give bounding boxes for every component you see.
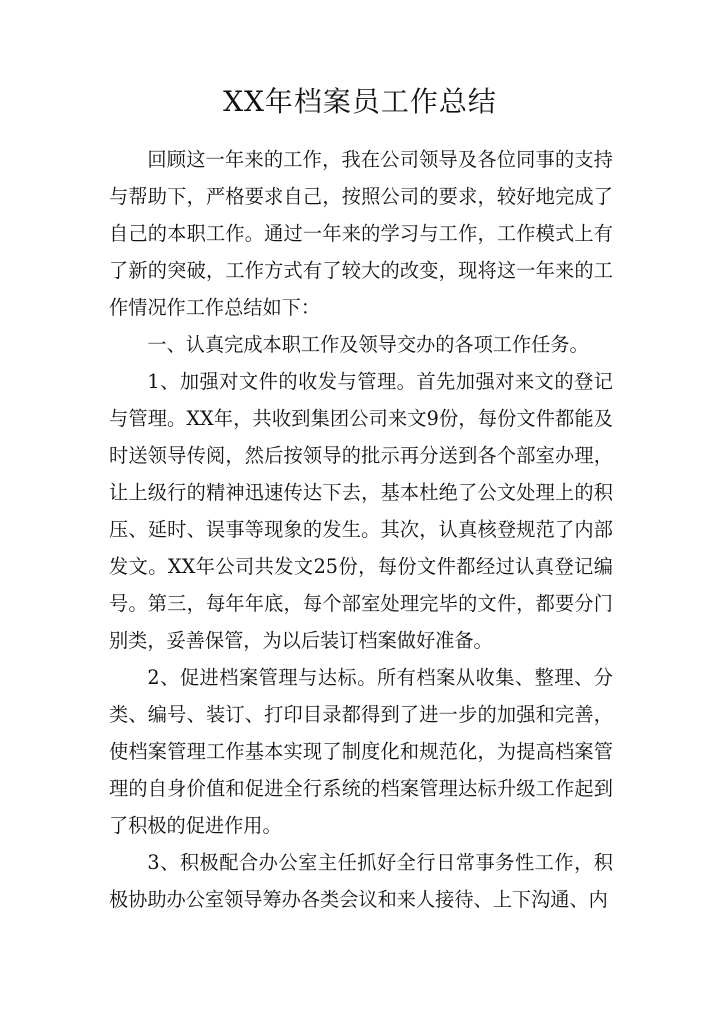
paragraph-item-3: 3、积极配合办公室主任抓好全行日常事务性工作，积极协助办公室领导筹办各类会议和来人接待、上下沟通、内 <box>109 851 613 911</box>
paragraph-item-2: 2、促进档案管理与达标。所有档案从收集、整理、分类、编号、装订、打印目录都得到了进一步的加强和完善，使档案管理工作基本实现了制度化和规范化，为提高档案管理的自身价值和促进全行系统的档案管理达标升级工作起到了积极的促进作用。 <box>109 666 613 837</box>
document-body <box>109 141 613 918</box>
paragraph-intro: 回顾这一年来的工作，我在公司领导及各位同事的支持与帮助下，严格要求自己，按照公司的要求，较好地完成了自己的本职工作。通过一年来的学习与工作，工作模式上有了新的突破，工作方式有了较大的改变，现将这一年来的工作情况作工作总结如下： <box>109 148 613 319</box>
paragraph-item-1: 1、加强对文件的收发与管理。首先加强对来文的登记与管理。XX年，共收到集团公司来文9份，每份文件都能及时送领导传阅，然后按领导的批示再分送到各个部室办理，让上级行的精神迅速传达下去，基本杜绝了公文处理上的积压、延时、误事等现象的发生。其次，认真核登规范了内部发文。XX年公司共发文25份，每份文件都经过认真登记编号。第三，每年年底，每个部室处理完毕的文件，都要分门别类，妥善保管，为以后装订档案做好准备。 <box>109 370 613 652</box>
document-title: XX年档案员工作总结 <box>223 85 497 118</box>
paragraph-section-1-heading: 一、认真完成本职工作及领导交办的各项工作任务。 <box>147 333 589 356</box>
